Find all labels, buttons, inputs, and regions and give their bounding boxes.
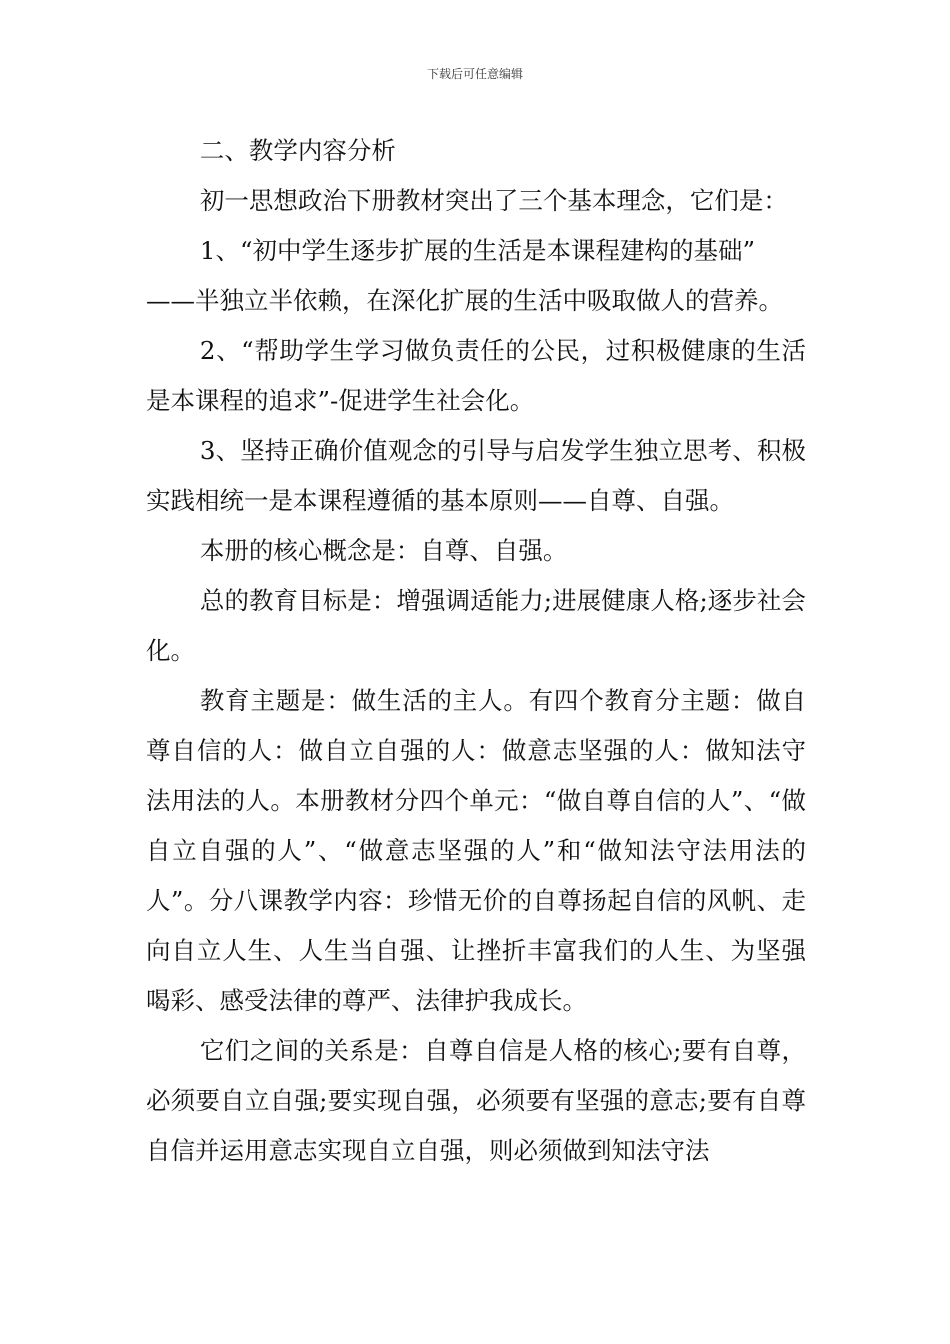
paragraph-intro: 初一思想政治下册教材突出了三个基本理念，它们是： <box>199 186 788 215</box>
document-body <box>146 126 806 1176</box>
paragraph-relationship: 它们之间的关系是：自尊自信是人格的核心;要有自尊，必须要自立自强;要实现自强，必须要有坚强的意志;要有自尊自信并运用意志实现自立自强，则必须做到知法守法 <box>146 1036 806 1165</box>
paragraph-item-2: 2、“帮助学生学习做负责任的公民，过积极健康的生活是本课程的追求”-促进学生社会化。 <box>146 336 806 415</box>
paragraph-core-concept: 本册的核心概念是：自尊、自强。 <box>199 536 568 565</box>
paragraph-item-1: 1、“初中学生逐步扩展的生活是本课程建构的基础” <box>199 236 756 265</box>
paragraph-item-3: 3、坚持正确价值观念的引导与启发学生独立思考、积极实践相统一是本课程遵循的基本原则——自尊、自强。 <box>146 436 806 515</box>
page-header: 下载后可任意编辑 <box>426 67 523 81</box>
section-heading: 二、教学内容分析 <box>199 136 396 165</box>
paragraph-education-theme: 教育主题是：做生活的主人。有四个教育分主题：做自尊自信的人：做自立自强的人：做意志坚强的人：做知法守法用法的人。本册教材分四个单元：“做自尊自信的人”、“做自立自强的人”、“做意志坚强的人”和“做知法守法用法的人”。分八课教学内容：珍惜无价的自尊扬起自信的风帆、走向自立人生、人生当自强、让挫折丰富我们的人生、为坚强喝彩、感受法律的尊严、法律护我成长。 <box>146 686 806 1015</box>
paragraph-education-goal: 总的教育目标是：增强调适能力;进展健康人格;逐步社会化。 <box>146 586 806 665</box>
paragraph-item-1-continued: ——半独立半依赖，在深化扩展的生活中吸取做人的营养。 <box>146 286 783 315</box>
